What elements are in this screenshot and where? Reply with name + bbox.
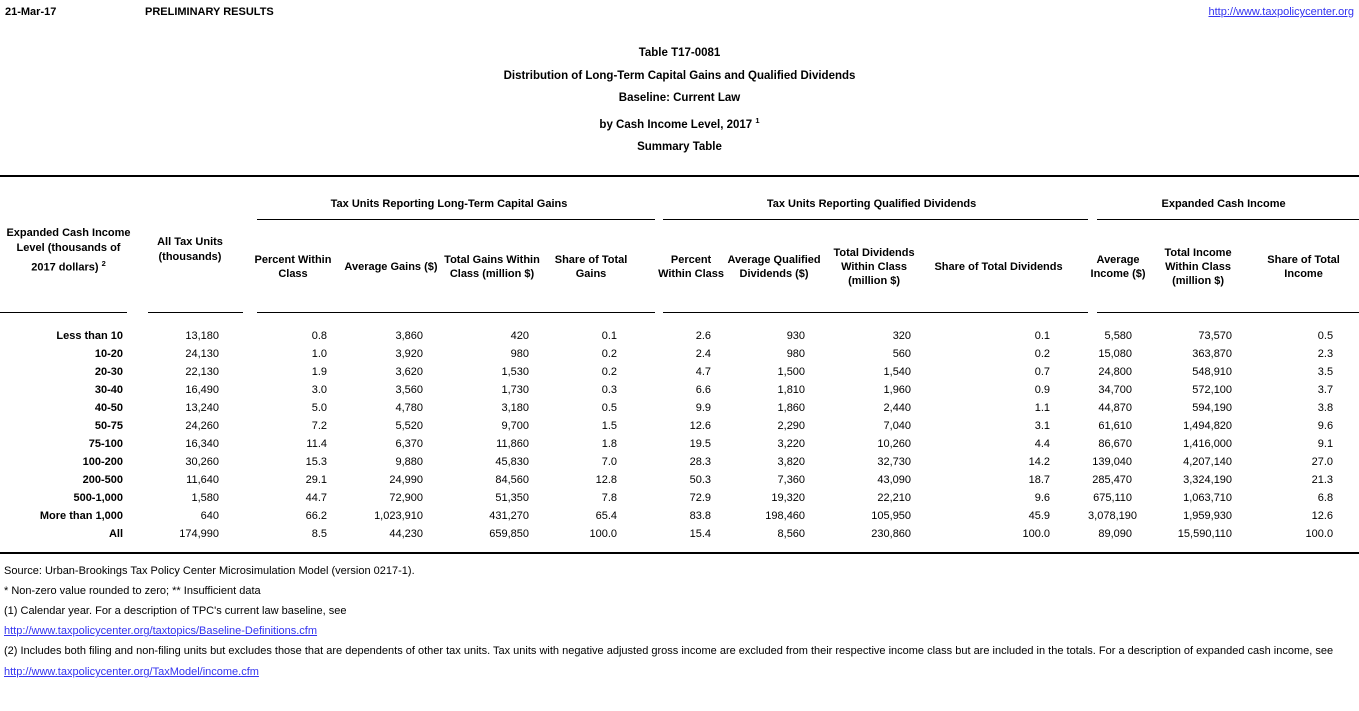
table-cell: 7,040 <box>883 420 912 433</box>
table-row <box>0 381 1359 399</box>
table-cell: 4,780 <box>395 402 423 415</box>
table-cell: 73,570 <box>1198 330 1233 343</box>
table-cell: 7,360 <box>777 474 806 487</box>
footnote-2-marker: 2 <box>101 258 106 268</box>
row-label: 200-500 <box>82 474 123 487</box>
table-cell: 44.7 <box>305 492 327 505</box>
table-cell: 24,990 <box>389 474 423 487</box>
table-cell: 560 <box>892 348 912 361</box>
table-cell: 44,870 <box>1098 402 1133 415</box>
table-cell: 72,900 <box>389 492 423 505</box>
row-label: 100-200 <box>82 456 123 469</box>
table-cell: 3,860 <box>395 330 423 343</box>
col-header-gains-total: Total Gains Within Class (million $) <box>439 220 545 313</box>
table-cell: 24,130 <box>185 348 219 361</box>
row-label: 10-20 <box>94 348 123 361</box>
table-cell: 7.0 <box>601 456 618 469</box>
summary-table <box>0 175 1359 554</box>
table-cell: 12.6 <box>689 420 712 433</box>
row-label: More than 1,000 <box>39 510 123 523</box>
table-cell: 100.0 <box>589 528 618 541</box>
table-cell: 45.9 <box>1028 510 1051 523</box>
table-cell: 0.3 <box>601 384 618 397</box>
col-header-gains-percent: Percent Within Class <box>243 220 343 313</box>
table-cell: 7.2 <box>311 420 327 433</box>
title-block <box>0 42 1359 158</box>
table-cell: 2,290 <box>777 420 806 433</box>
table-row <box>0 417 1359 435</box>
table-cell: 9.6 <box>1034 492 1051 505</box>
baseline-definitions-link[interactable]: http://www.taxpolicycenter.org/taxtopics/Baseline-Definitions.cfm <box>4 625 318 638</box>
col-header-income-average: Average Income ($) <box>1088 220 1148 313</box>
table-cell: 3,180 <box>501 402 529 415</box>
table-cell: 100.0 <box>1305 528 1334 541</box>
table-cell: 320 <box>892 330 912 343</box>
table-cell: 105,950 <box>871 510 912 523</box>
group-header-capital-gains: Tax Units Reporting Long-Term Capital Gains <box>243 177 655 220</box>
table-cell: 1,730 <box>501 384 529 397</box>
table-cell: 1,540 <box>883 366 912 379</box>
table-cell: 51,350 <box>495 492 529 505</box>
table-cell: 640 <box>200 510 219 523</box>
table-cell: 72.9 <box>689 492 712 505</box>
table-cell: 16,490 <box>185 384 219 397</box>
table-cell: 13,180 <box>185 330 219 343</box>
table-cell: 1.9 <box>311 366 327 379</box>
table-cell: 548,910 <box>1192 366 1233 379</box>
table-row <box>0 525 1359 543</box>
table-cell: 50.3 <box>689 474 712 487</box>
table-cell: 19.5 <box>689 438 712 451</box>
footnote-2: (2) Includes both filing and non-filing units but excludes those that are dependents of other tax units. Tax units with negative adjusted gross income are excluded from their respective income class but are included in the totals. For a description of expanded cash income, see <box>4 645 1334 658</box>
row-label: Less than 10 <box>56 330 123 343</box>
table-cell: 3,324,190 <box>1183 474 1233 487</box>
footnotes <box>0 561 1359 682</box>
table-cell: 1.0 <box>311 348 327 361</box>
table-cell: 65.4 <box>595 510 618 523</box>
income-definition-link[interactable]: http://www.taxpolicycenter.org/TaxModel/income.cfm <box>4 666 259 679</box>
table-row <box>0 327 1359 345</box>
table-cell: 198,460 <box>765 510 806 523</box>
table-cell: 6,370 <box>395 438 423 451</box>
table-cell: 0.2 <box>601 348 618 361</box>
table-cell: 5,520 <box>395 420 423 433</box>
table-cell: 12.6 <box>1311 510 1334 523</box>
col-header-dividends-average: Average Qualified Dividends ($) <box>727 220 821 313</box>
table-cell: 363,870 <box>1192 348 1233 361</box>
table-cell: 3,220 <box>777 438 806 451</box>
summary-table-subtitle: Summary Table <box>637 140 722 153</box>
group-header-qualified-dividends: Tax Units Reporting Qualified Dividends <box>655 177 1088 220</box>
table-row <box>0 399 1359 417</box>
table-cell: 12.8 <box>595 474 618 487</box>
table-cell: 3,820 <box>777 456 806 469</box>
table-cell: 21.3 <box>1311 474 1334 487</box>
table-cell: 1,063,710 <box>1183 492 1233 505</box>
table-cell: 3,078,190 <box>1088 510 1137 523</box>
table-row <box>0 345 1359 363</box>
table-cell: 1,416,000 <box>1183 438 1233 451</box>
table-cell: 86,670 <box>1098 438 1133 451</box>
table-cell: 27.0 <box>1311 456 1334 469</box>
table-cell: 594,190 <box>1192 402 1233 415</box>
table-cell: 16,340 <box>185 438 219 451</box>
table-cell: 22,130 <box>185 366 219 379</box>
table-cell: 24,800 <box>1098 366 1133 379</box>
col-header-gains-average: Average Gains ($) <box>343 220 439 313</box>
table-row <box>0 507 1359 525</box>
income-level-subtitle: by Cash Income Level, 2017 $^1$ <box>599 115 760 131</box>
top-bar <box>0 0 1359 28</box>
table-cell: 1,494,820 <box>1183 420 1233 433</box>
table-cell: 14.2 <box>1028 456 1051 469</box>
table-cell: 5.0 <box>311 402 327 415</box>
row-label: 20-30 <box>94 366 123 379</box>
col-header-dividends-share: Share of Total Dividends <box>927 220 1088 313</box>
table-cell: 139,040 <box>1092 456 1133 469</box>
table-cell: 1.8 <box>601 438 618 451</box>
table-cell: 22,210 <box>877 492 912 505</box>
table-cell: 659,850 <box>489 528 529 541</box>
row-header-label: Expanded Cash Income Level (thousands of 2017 dollars) $^2$ <box>0 177 137 313</box>
table-cell: 9.6 <box>1317 420 1334 433</box>
table-cell: 10,260 <box>877 438 912 451</box>
taxpolicycenter-link[interactable]: http://www.taxpolicycenter.org <box>1208 6 1354 18</box>
table-cell: 2.3 <box>1317 348 1334 361</box>
table-cell: 9.1 <box>1317 438 1334 451</box>
table-cell: 675,110 <box>1093 492 1133 505</box>
table-row <box>0 489 1359 507</box>
table-cell: 45,830 <box>495 456 529 469</box>
footnote-1: (1) Calendar year. For a description of TPC's current law baseline, see <box>4 605 347 618</box>
table-cell: 83.8 <box>689 510 712 523</box>
table-cell: 0.2 <box>601 366 618 379</box>
table-cell: 4.7 <box>695 366 712 379</box>
table-cell: 1,580 <box>191 492 219 505</box>
table-cell: 11,640 <box>186 474 219 487</box>
date-label: 21-Mar-17 <box>5 6 57 18</box>
table-cell: 1.1 <box>1034 402 1051 415</box>
table-cell: 3.5 <box>1317 366 1334 379</box>
table-cell: 18.7 <box>1028 474 1051 487</box>
table-cell: 0.1 <box>1034 330 1051 343</box>
row-label: 40-50 <box>94 402 123 415</box>
table-cell: 61,610 <box>1098 420 1133 433</box>
col-header-all-tax-units: All Tax Units (thousands) <box>137 177 243 313</box>
table-row <box>0 453 1359 471</box>
row-label: 50-75 <box>94 420 123 433</box>
table-cell: 32,730 <box>877 456 912 469</box>
table-row <box>0 435 1359 453</box>
col-header-income-share: Share of Total Income <box>1248 220 1359 313</box>
table-cell: 0.9 <box>1034 384 1051 397</box>
table-cell: 9.9 <box>695 402 712 415</box>
source-note: Source: Urban-Brookings Tax Policy Center Microsimulation Model (version 0217-1). <box>4 565 415 578</box>
table-cell: 2.4 <box>695 348 712 361</box>
table-cell: 8,560 <box>777 528 806 541</box>
table-cell: 0.7 <box>1034 366 1051 379</box>
table-cell: 11,860 <box>496 438 529 451</box>
table-cell: 30,260 <box>185 456 219 469</box>
row-label: 75-100 <box>88 438 123 451</box>
group-header-expanded-cash-income: Expanded Cash Income <box>1088 177 1359 220</box>
table-cell: 0.1 <box>601 330 618 343</box>
table-cell: 1.5 <box>601 420 618 433</box>
symbols-note: * Non-zero value rounded to zero; ** Insufficient data <box>4 585 261 598</box>
table-cell: 1,960 <box>883 384 912 397</box>
table-cell: 4.4 <box>1034 438 1051 451</box>
row-label: 500-1,000 <box>73 492 123 505</box>
row-label: All <box>108 528 123 541</box>
table-cell: 174,990 <box>179 528 219 541</box>
table-cell: 431,270 <box>489 510 529 523</box>
table-cell: 6.8 <box>1317 492 1334 505</box>
table-row <box>0 363 1359 381</box>
table-cell: 1,810 <box>777 384 806 397</box>
table-cell: 4,207,140 <box>1183 456 1233 469</box>
page-title: Distribution of Long-Term Capital Gains and Qualified Dividends <box>503 69 856 82</box>
table-cell: 9,700 <box>501 420 529 433</box>
table-number-title: Table T17-0081 <box>638 47 721 59</box>
row-label: 30-40 <box>94 384 123 397</box>
table-row <box>0 471 1359 489</box>
table-cell: 285,470 <box>1092 474 1133 487</box>
table-cell: 3,620 <box>395 366 423 379</box>
table-cell: 7.8 <box>601 492 618 505</box>
table-body <box>0 313 1359 543</box>
table-cell: 2.6 <box>695 330 712 343</box>
preliminary-results-label: PRELIMINARY RESULTS <box>145 6 274 18</box>
table-cell: 3.0 <box>311 384 327 397</box>
table-cell: 15.3 <box>305 456 327 469</box>
table-cell: 9,880 <box>395 456 423 469</box>
table-cell: 89,090 <box>1098 528 1133 541</box>
table-cell: 15,590,110 <box>1177 528 1233 541</box>
table-cell: 5,580 <box>1104 330 1133 343</box>
table-cell: 29.1 <box>305 474 327 487</box>
table-cell: 3.1 <box>1034 420 1051 433</box>
table-cell: 420 <box>510 330 529 343</box>
table-cell: 980 <box>786 348 806 361</box>
table-cell: 11.4 <box>306 438 327 451</box>
footnote-1-marker: 1 <box>755 115 760 125</box>
table-cell: 3.7 <box>1317 384 1334 397</box>
table-cell: 19,320 <box>771 492 806 505</box>
table-cell: 3,920 <box>395 348 423 361</box>
table-cell: 230,860 <box>871 528 912 541</box>
table-cell: 8.5 <box>311 528 327 541</box>
col-header-gains-share: Share of Total Gains <box>545 220 655 313</box>
table-cell: 15.4 <box>689 528 712 541</box>
table-cell: 0.5 <box>601 402 618 415</box>
baseline-subtitle: Baseline: Current Law <box>618 92 741 104</box>
table-cell: 6.6 <box>695 384 712 397</box>
table-cell: 1,959,930 <box>1183 510 1233 523</box>
table-cell: 980 <box>510 348 529 361</box>
table-cell: 3,560 <box>395 384 423 397</box>
table-cell: 0.2 <box>1034 348 1051 361</box>
table-cell: 1,530 <box>501 366 529 379</box>
table-cell: 43,090 <box>877 474 912 487</box>
table-cell: 0.5 <box>1317 330 1334 343</box>
table-cell: 34,700 <box>1098 384 1133 397</box>
table-cell: 3.8 <box>1317 402 1334 415</box>
table-cell: 1,860 <box>777 402 806 415</box>
col-header-income-total: Total Income Within Class (million $) <box>1148 220 1248 313</box>
table-cell: 44,230 <box>389 528 423 541</box>
table-cell: 15,080 <box>1098 348 1133 361</box>
table-cell: 572,100 <box>1192 384 1233 397</box>
table-cell: 1,500 <box>777 366 806 379</box>
table-cell: 13,240 <box>185 402 219 415</box>
table-cell: 2,440 <box>883 402 912 415</box>
table-cell: 0.8 <box>311 330 327 343</box>
table-cell: 100.0 <box>1022 528 1051 541</box>
table-cell: 66.2 <box>305 510 327 523</box>
table-cell: 28.3 <box>689 456 712 469</box>
table-cell: 930 <box>786 330 806 343</box>
col-header-dividends-total: Total Dividends Within Class (million $) <box>821 220 927 313</box>
table-cell: 24,260 <box>185 420 219 433</box>
table-cell: 84,560 <box>495 474 529 487</box>
col-header-dividends-percent: Percent Within Class <box>655 220 727 313</box>
table-cell: 1,023,910 <box>374 510 423 523</box>
